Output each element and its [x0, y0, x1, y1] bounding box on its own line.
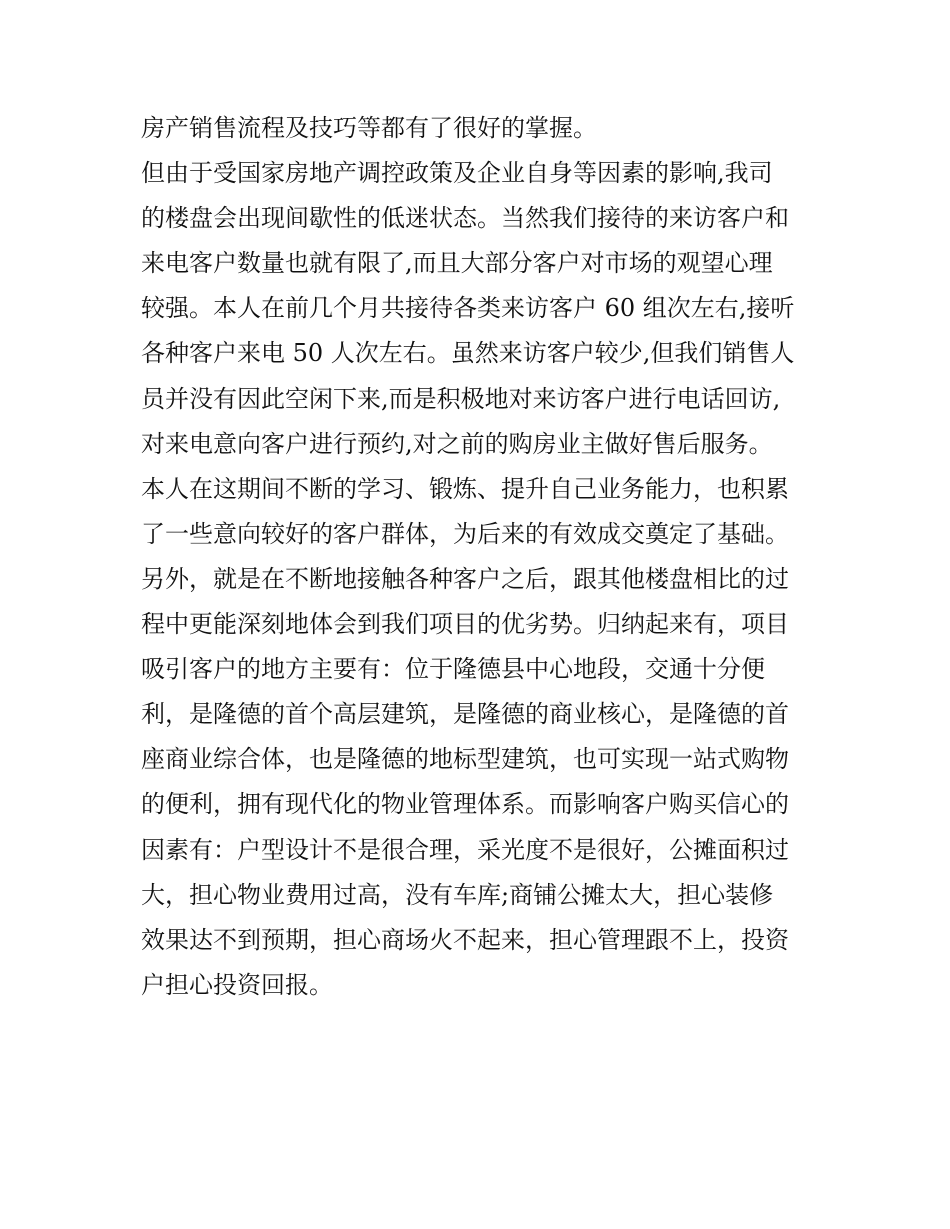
text-line-11: 另外，就是在不断地接触各种客户之后，跟其他楼盘相比的过 — [141, 564, 789, 593]
text-line-19: 效果达不到预期，担心商场火不起来，担心管理跟不上，投资 — [141, 925, 789, 954]
text-line-6: 各种客户来电 50 人次左右。虽然来访客户较少,但我们销售人 — [141, 339, 795, 368]
text-line-10: 了一些意向较好的客户群体，为后来的有效成交奠定了基础。 — [141, 519, 789, 548]
text-line-7: 员并没有因此空闲下来,而是积极地对来访客户进行电话回访, — [141, 384, 781, 413]
text-line-9: 本人在这期间不断的学习、锻炼、提升自己业务能力，也积累 — [141, 474, 789, 503]
text-line-5: 较强。本人在前几个月共接待各类来访客户 60 组次左右,接听 — [141, 294, 795, 323]
text-line-1: 房产销售流程及技巧等都有了很好的掌握。 — [141, 114, 597, 142]
text-line-18: 大，担心物业费用过高，没有车库;商铺公摊太大，担心装修 — [141, 880, 774, 909]
text-line-16: 的便利，拥有现代化的物业管理体系。而影响客户购买信心的 — [141, 790, 789, 819]
text-line-8: 对来电意向客户进行预约,对之前的购房业主做好售后服务。 — [141, 429, 773, 458]
text-line-13: 吸引客户的地方主要有：位于隆德县中心地段，交通十分便 — [141, 655, 765, 684]
text-line-17: 因素有：户型设计不是很合理，采光度不是很好，公摊面积过 — [141, 835, 789, 864]
text-line-2: 但由于受国家房地产调控政策及企业自身等因素的影响,我司 — [141, 159, 773, 188]
text-line-12: 程中更能深刻地体会到我们项目的优劣势。归纳起来有，项目 — [141, 610, 789, 639]
text-line-15: 座商业综合体，也是隆德的地标型建筑，也可实现一站式购物 — [141, 745, 789, 774]
text-line-20: 户担心投资回报。 — [141, 970, 333, 999]
text-line-4: 来电客户数量也就有限了,而且大部分客户对市场的观望心理 — [141, 249, 773, 278]
text-line-3: 的楼盘会出现间歇性的低迷状态。当然我们接待的来访客户和 — [141, 204, 789, 233]
text-line-14: 利，是隆德的首个高层建筑，是隆德的商业核心，是隆德的首 — [141, 700, 789, 729]
body-text — [141, 106, 821, 1008]
